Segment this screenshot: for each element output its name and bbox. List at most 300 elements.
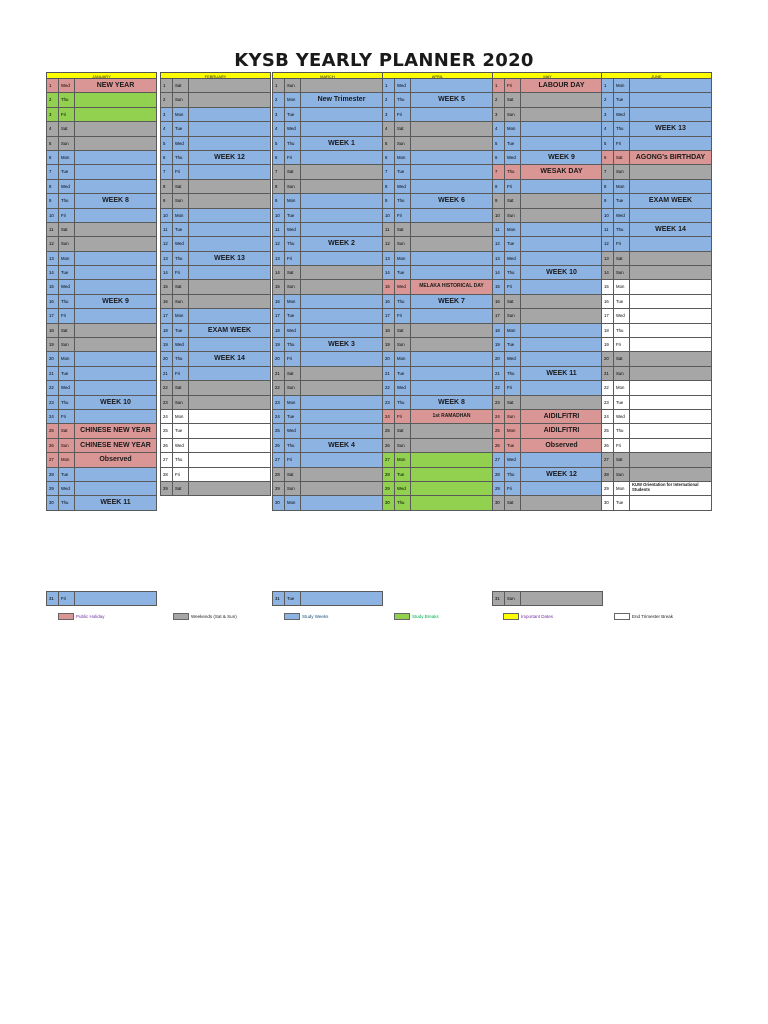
day-cell-june-15[interactable] [601,280,712,294]
day-event: WEEK 14 [655,225,686,233]
day-cell-march-29[interactable] [272,482,383,496]
day-cell-february-15[interactable] [160,280,271,294]
day-cell-june-19[interactable] [601,338,712,352]
day-cell-january-13[interactable] [46,252,157,266]
day-name: Sat [285,468,301,481]
day-event [630,439,711,452]
day-cell-april-5[interactable] [382,137,493,151]
day-number: 3 [273,108,285,121]
day-cell-january-10[interactable] [46,209,157,223]
day-name: Mon [285,396,301,409]
day-number: 15 [47,280,59,293]
day-cell-april-8[interactable] [382,180,493,194]
day-cell-may-16[interactable] [492,295,603,309]
day-name: Sun [173,194,189,207]
day-name: Mon [285,93,301,106]
day-cell-january-6[interactable] [46,151,157,165]
day-cell-may-13[interactable] [492,252,603,266]
day-cell-april-24[interactable] [382,410,493,424]
month-june [601,72,712,511]
day-cell-march-8[interactable] [272,180,383,194]
day-cell-june-23[interactable] [601,396,712,410]
day-cell-june-21[interactable] [601,367,712,381]
day-event [630,367,711,380]
day-cell-january-24[interactable] [46,410,157,424]
day-name: Mon [173,410,189,423]
day-cell-march-17[interactable] [272,309,383,323]
day-cell-may-20[interactable] [492,352,603,366]
day-cell-january-15[interactable] [46,280,157,294]
day-cell-march-6[interactable] [272,151,383,165]
legend-label: Important Dates [521,614,554,619]
day-cell-april-13[interactable] [382,252,493,266]
day-cell-april-20[interactable] [382,352,493,366]
day-cell-march-31[interactable] [272,591,383,606]
day-cell-may-25[interactable] [492,424,603,438]
day-cell-february-13[interactable] [160,252,271,266]
day-cell-may-3[interactable] [492,108,603,122]
day-cell-june-18[interactable] [601,324,712,338]
day-cell-february-19[interactable] [160,338,271,352]
day-event [630,93,711,106]
day-cell-april-30[interactable] [382,496,493,510]
day-cell-may-11[interactable] [492,223,603,237]
day-name: Thu [59,194,75,207]
day-event [521,194,602,207]
day-cell-february-18[interactable] [160,324,271,338]
day-cell-april-21[interactable] [382,367,493,381]
day-cell-march-20[interactable] [272,352,383,366]
day-cell-march-5[interactable] [272,137,383,151]
day-event [411,223,492,236]
day-cell-june-5[interactable] [601,137,712,151]
day-event [75,338,156,351]
day-cell-april-1[interactable] [382,79,493,93]
day-cell-march-28[interactable] [272,468,383,482]
day-event [630,453,711,466]
day-cell-may-21[interactable] [492,367,603,381]
day-number: 20 [493,352,505,365]
day-cell-march-15[interactable] [272,280,383,294]
day-event [75,151,156,164]
day-event [189,396,270,409]
day-event [521,209,602,222]
day-cell-april-14[interactable] [382,266,493,280]
day-cell-april-29[interactable] [382,482,493,496]
day-cell-january-30[interactable] [46,496,157,510]
day-cell-june-27[interactable] [601,453,712,467]
day-cell-may-9[interactable] [492,194,603,208]
day-cell-february-11[interactable] [160,223,271,237]
day-cell-june-17[interactable] [601,309,712,323]
day-number: 26 [383,439,395,452]
day-cell-january-4[interactable] [46,122,157,136]
legend-label: Study Weeks [302,614,329,619]
day-name: Mon [285,496,301,509]
day-event [189,266,270,279]
day-cell-june-8[interactable] [601,180,712,194]
day-cell-march-2[interactable] [272,93,383,107]
day-number: 19 [493,338,505,351]
day-cell-february-9[interactable] [160,194,271,208]
day-cell-january-11[interactable] [46,223,157,237]
day-name: Fri [505,280,521,293]
day-cell-april-11[interactable] [382,223,493,237]
day-cell-april-25[interactable] [382,424,493,438]
day-event [301,453,382,466]
day-cell-june-11[interactable] [601,223,712,237]
day-cell-february-23[interactable] [160,396,271,410]
day-cell-february-8[interactable] [160,180,271,194]
month-header: FEBRUARY [160,72,271,79]
day-event [301,324,382,337]
day-cell-may-27[interactable] [492,453,603,467]
day-event [189,79,270,92]
day-number: 14 [273,266,285,279]
day-event [189,453,270,466]
day-cell-may-17[interactable] [492,309,603,323]
day-cell-june-16[interactable] [601,295,712,309]
day-cell-january-9[interactable] [46,194,157,208]
day-event [411,424,492,437]
day-name: Sun [395,237,411,250]
day-cell-april-3[interactable] [382,108,493,122]
day-number: 1 [493,79,505,92]
day-cell-january-18[interactable] [46,324,157,338]
day-cell-may-12[interactable] [492,237,603,251]
day-cell-june-10[interactable] [601,209,712,223]
day-name: Sat [173,381,189,394]
day-event: CHINESE NEW YEAR [80,427,151,435]
day-cell-march-30[interactable] [272,496,383,510]
day-number: 15 [161,280,173,293]
day-name: Mon [173,108,189,121]
day-cell-june-30[interactable] [601,496,712,510]
day-name: Wed [59,180,75,193]
day-cell-march-3[interactable] [272,108,383,122]
day-event [301,266,382,279]
day-cell-february-7[interactable] [160,165,271,179]
day-cell-april-9[interactable] [382,194,493,208]
day-cell-march-21[interactable] [272,367,383,381]
day-event [630,424,711,437]
day-event [411,496,492,509]
day-cell-february-5[interactable] [160,137,271,151]
day-cell-march-12[interactable] [272,237,383,251]
day-number: 29 [47,482,59,495]
day-cell-march-19[interactable] [272,338,383,352]
day-event: WEEK 7 [438,297,465,305]
day-cell-february-26[interactable] [160,439,271,453]
day-cell-april-17[interactable] [382,309,493,323]
day-cell-april-7[interactable] [382,165,493,179]
day-cell-april-6[interactable] [382,151,493,165]
day-cell-april-23[interactable] [382,396,493,410]
day-cell-may-7[interactable] [492,165,603,179]
day-cell-may-28[interactable] [492,468,603,482]
day-cell-january-31[interactable] [46,591,157,606]
day-name: Tue [395,367,411,380]
day-number: 23 [161,396,173,409]
day-name: Fri [505,180,521,193]
day-cell-march-10[interactable] [272,209,383,223]
day-number: 6 [602,151,614,164]
day-cell-january-2[interactable] [46,93,157,107]
day-cell-may-15[interactable] [492,280,603,294]
day-name: Mon [173,309,189,322]
day-event [521,482,602,495]
day-cell-may-2[interactable] [492,93,603,107]
day-number: 1 [161,79,173,92]
day-cell-march-16[interactable] [272,295,383,309]
day-name: Mon [59,352,75,365]
day-number: 22 [47,381,59,394]
day-cell-january-17[interactable] [46,309,157,323]
day-cell-june-12[interactable] [601,237,712,251]
day-cell-january-3[interactable] [46,108,157,122]
day-name: Fri [285,151,301,164]
day-cell-may-23[interactable] [492,396,603,410]
day-cell-june-29[interactable] [601,482,712,496]
day-name: Sat [173,180,189,193]
day-number: 4 [383,122,395,135]
day-number: 30 [273,496,285,509]
month-january [46,72,157,511]
day-event [301,252,382,265]
day-cell-february-2[interactable] [160,93,271,107]
day-cell-may-31[interactable] [492,591,603,606]
day-cell-april-19[interactable] [382,338,493,352]
day-cell-may-22[interactable] [492,381,603,395]
day-cell-january-5[interactable] [46,137,157,151]
day-cell-march-24[interactable] [272,410,383,424]
day-cell-may-10[interactable] [492,209,603,223]
day-cell-march-27[interactable] [272,453,383,467]
day-name: Tue [285,410,301,423]
day-cell-february-22[interactable] [160,381,271,395]
day-cell-april-4[interactable] [382,122,493,136]
day-event: 1st RAMADHAN [432,412,471,419]
day-cell-january-12[interactable] [46,237,157,251]
day-event [411,468,492,481]
day-name: Mon [395,252,411,265]
day-cell-april-18[interactable] [382,324,493,338]
day-cell-may-8[interactable] [492,180,603,194]
day-cell-february-4[interactable] [160,122,271,136]
day-cell-january-20[interactable] [46,352,157,366]
day-cell-june-22[interactable] [601,381,712,395]
day-event [301,194,382,207]
day-event [301,79,382,92]
day-number: 11 [273,223,285,236]
day-cell-june-2[interactable] [601,93,712,107]
day-cell-may-19[interactable] [492,338,603,352]
day-cell-april-26[interactable] [382,439,493,453]
day-number: 25 [161,424,173,437]
day-cell-january-27[interactable] [46,453,157,467]
day-cell-june-28[interactable] [601,468,712,482]
day-cell-april-22[interactable] [382,381,493,395]
day-cell-june-25[interactable] [601,424,712,438]
day-name: Sun [59,338,75,351]
day-cell-january-21[interactable] [46,367,157,381]
day-event [630,266,711,279]
day-event [301,223,382,236]
day-cell-january-8[interactable] [46,180,157,194]
day-cell-june-1[interactable] [601,79,712,93]
day-cell-february-10[interactable] [160,209,271,223]
day-cell-february-20[interactable] [160,352,271,366]
day-name: Fri [395,108,411,121]
day-number: 27 [602,453,614,466]
day-cell-may-26[interactable] [492,439,603,453]
day-cell-may-14[interactable] [492,266,603,280]
day-name: Tue [505,137,521,150]
day-name: Sun [285,280,301,293]
day-cell-may-30[interactable] [492,496,603,510]
month-header: MAY [492,72,603,79]
day-event [521,453,602,466]
day-cell-january-29[interactable] [46,482,157,496]
day-cell-january-7[interactable] [46,165,157,179]
day-cell-march-13[interactable] [272,252,383,266]
day-cell-march-4[interactable] [272,122,383,136]
day-cell-june-24[interactable] [601,410,712,424]
day-cell-january-22[interactable] [46,381,157,395]
day-number: 28 [383,468,395,481]
day-cell-february-29[interactable] [160,482,271,496]
day-event: WEEK 14 [214,355,245,363]
day-cell-march-14[interactable] [272,266,383,280]
day-cell-june-7[interactable] [601,165,712,179]
day-cell-april-27[interactable] [382,453,493,467]
day-cell-june-14[interactable] [601,266,712,280]
day-cell-february-17[interactable] [160,309,271,323]
day-event: New Trimester [317,96,366,104]
day-cell-june-20[interactable] [601,352,712,366]
day-cell-january-26[interactable] [46,439,157,453]
day-event [411,237,492,250]
day-cell-may-4[interactable] [492,122,603,136]
day-cell-april-15[interactable] [382,280,493,294]
day-name: Sat [614,352,630,365]
day-cell-march-26[interactable] [272,439,383,453]
day-cell-june-13[interactable] [601,252,712,266]
day-cell-january-1[interactable] [46,79,157,93]
day-cell-january-23[interactable] [46,396,157,410]
day-cell-february-27[interactable] [160,453,271,467]
day-event [411,324,492,337]
day-number: 30 [47,496,59,509]
day-name: Sat [505,194,521,207]
day-cell-february-16[interactable] [160,295,271,309]
day-number: 10 [161,209,173,222]
day-cell-february-12[interactable] [160,237,271,251]
day-cell-march-1[interactable] [272,79,383,93]
day-name: Sun [505,592,521,605]
day-number: 8 [273,180,285,193]
day-cell-april-2[interactable] [382,93,493,107]
day-cell-june-6[interactable] [601,151,712,165]
day-cell-april-12[interactable] [382,237,493,251]
day-event [411,367,492,380]
day-cell-february-28[interactable] [160,468,271,482]
day-cell-march-25[interactable] [272,424,383,438]
day-name: Fri [395,209,411,222]
day-name: Tue [285,108,301,121]
day-cell-may-5[interactable] [492,137,603,151]
day-cell-march-7[interactable] [272,165,383,179]
day-cell-june-9[interactable] [601,194,712,208]
day-cell-january-19[interactable] [46,338,157,352]
day-number: 5 [161,137,173,150]
day-number: 9 [383,194,395,207]
day-cell-june-26[interactable] [601,439,712,453]
day-cell-march-18[interactable] [272,324,383,338]
day-cell-february-14[interactable] [160,266,271,280]
day-cell-april-28[interactable] [382,468,493,482]
day-cell-may-24[interactable] [492,410,603,424]
day-event: WEEK 8 [102,197,129,205]
day-cell-january-16[interactable] [46,295,157,309]
day-name: Wed [59,79,75,92]
day-number: 15 [273,280,285,293]
day-event: NEW YEAR [96,82,135,89]
day-cell-june-4[interactable] [601,122,712,136]
day-event [301,410,382,423]
day-name: Fri [173,266,189,279]
day-cell-february-24[interactable] [160,410,271,424]
day-cell-may-1[interactable] [492,79,603,93]
day-cell-february-6[interactable] [160,151,271,165]
day-name: Wed [395,79,411,92]
day-cell-may-6[interactable] [492,151,603,165]
day-number: 26 [493,439,505,452]
day-number: 16 [273,295,285,308]
day-event [630,79,711,92]
day-cell-february-1[interactable] [160,79,271,93]
day-cell-march-22[interactable] [272,381,383,395]
day-number: 7 [47,165,59,178]
day-cell-january-14[interactable] [46,266,157,280]
day-number: 17 [493,309,505,322]
day-number: 30 [602,496,614,509]
day-cell-march-11[interactable] [272,223,383,237]
legend-item-holiday [58,613,105,620]
day-event [75,280,156,293]
day-number: 25 [383,424,395,437]
day-cell-february-3[interactable] [160,108,271,122]
day-event [630,209,711,222]
day-cell-april-16[interactable] [382,295,493,309]
day-cell-march-23[interactable] [272,396,383,410]
day-cell-february-21[interactable] [160,367,271,381]
day-event: AGONG's BIRTHDAY [635,153,706,161]
day-cell-january-28[interactable] [46,468,157,482]
day-cell-may-29[interactable] [492,482,603,496]
day-event [189,482,270,495]
day-cell-february-25[interactable] [160,424,271,438]
day-number: 21 [383,367,395,380]
day-number: 21 [273,367,285,380]
day-cell-march-9[interactable] [272,194,383,208]
day-name: Fri [505,381,521,394]
day-name: Wed [614,309,630,322]
day-cell-january-25[interactable] [46,424,157,438]
day-cell-june-3[interactable] [601,108,712,122]
day-cell-april-10[interactable] [382,209,493,223]
day-cell-may-18[interactable] [492,324,603,338]
